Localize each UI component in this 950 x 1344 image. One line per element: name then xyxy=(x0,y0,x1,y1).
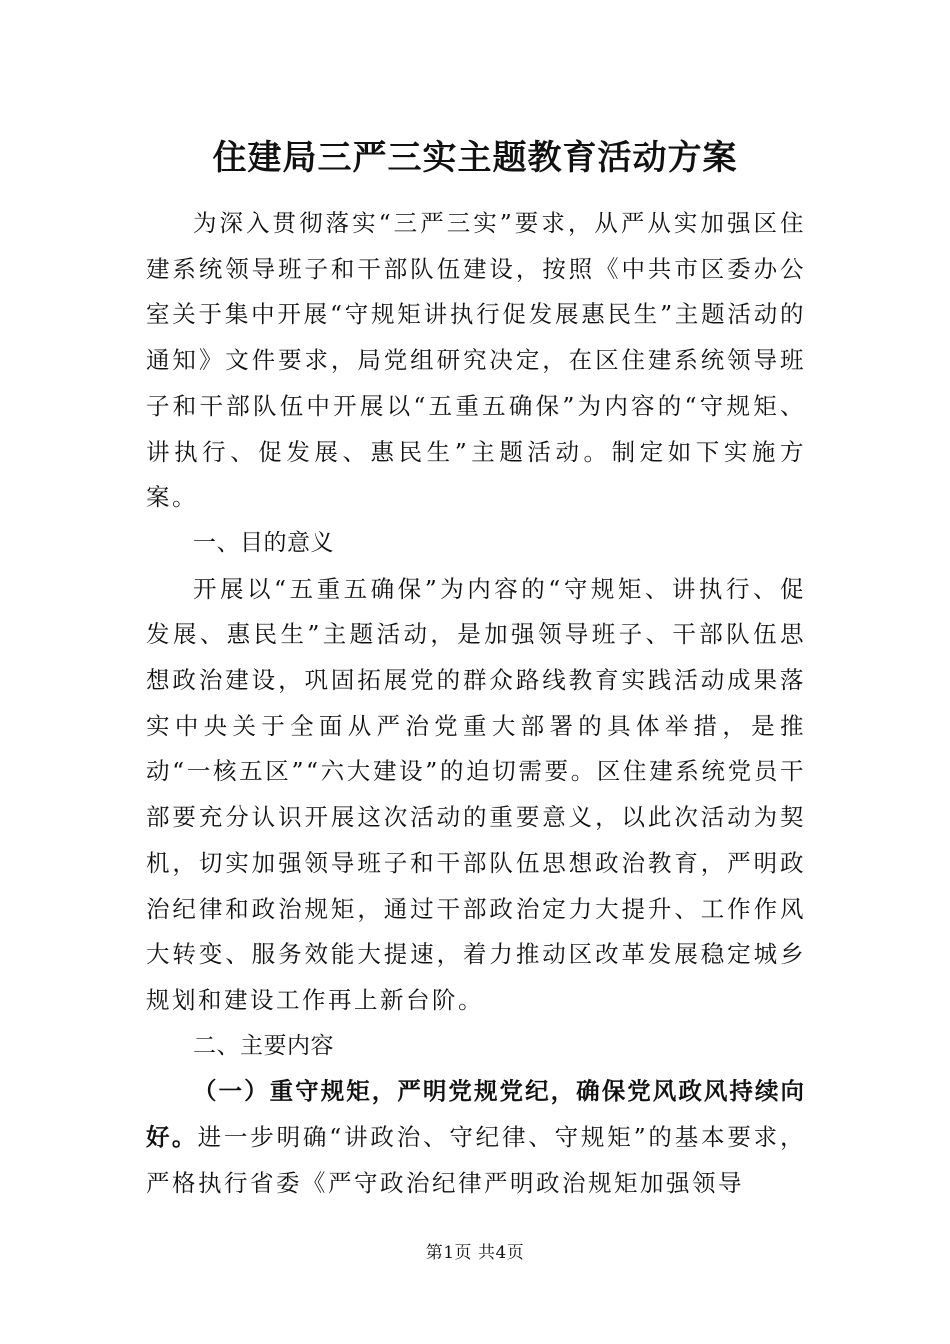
subsection-heading-rules: （一）重守规矩，严明党规党纪，确保党风政风持续向好。 xyxy=(146,1077,806,1152)
page-number: 第1页 共4页 xyxy=(425,1243,525,1263)
document-body xyxy=(146,201,806,1206)
section-heading-purpose: 一、目的意义 xyxy=(193,529,334,556)
document-title: 住建局三严三实主题教育活动方案 xyxy=(212,138,738,178)
content-paragraph-1 xyxy=(146,1069,806,1206)
section-heading-content: 二、主要内容 xyxy=(193,1032,334,1059)
purpose-paragraph: 开展以“五重五确保”为内容的“守规矩、讲执行、促发展、惠民生”主题活动，是加强领导班子、干部队伍思想政治建设，巩固拓展党的群众路线教育实践活动成果落实中央关于全面从严治党重大部署的具体举措，是推动“一核五区”“六大建设”的迫切需要。区住建系统党员干部要充分认识开展这次活动的重要意义，以此次活动为契机，切实加强领导班子和干部队伍思想政治教育，严明政治纪律和政治规矩，通过干部政治定力大提升、工作作风大转变、服务效能大提速，着力推动区改革发展稳定城乡规划和建设工作再上新台阶。 xyxy=(146,574,806,1014)
intro-paragraph: 为深入贯彻落实“三严三实”要求，从严从实加强区住建系统领导班子和干部队伍建设，按照《中共市区委办公室关于集中开展“守规矩讲执行促发展惠民生”主题活动的通知》文件要求，局党组研究决定，在区住建系统领导班子和干部队伍中开展以“五重五确保”为内容的“守规矩、讲执行、促发展、惠民生”主题活动。制定如下实施方案。 xyxy=(146,209,806,512)
subsection-body-rules: 进一步明确“讲政治、守纪律、守规矩”的基本要求，严格执行省委《严守政治纪律严明政治规矩加强领导 xyxy=(146,1123,806,1197)
